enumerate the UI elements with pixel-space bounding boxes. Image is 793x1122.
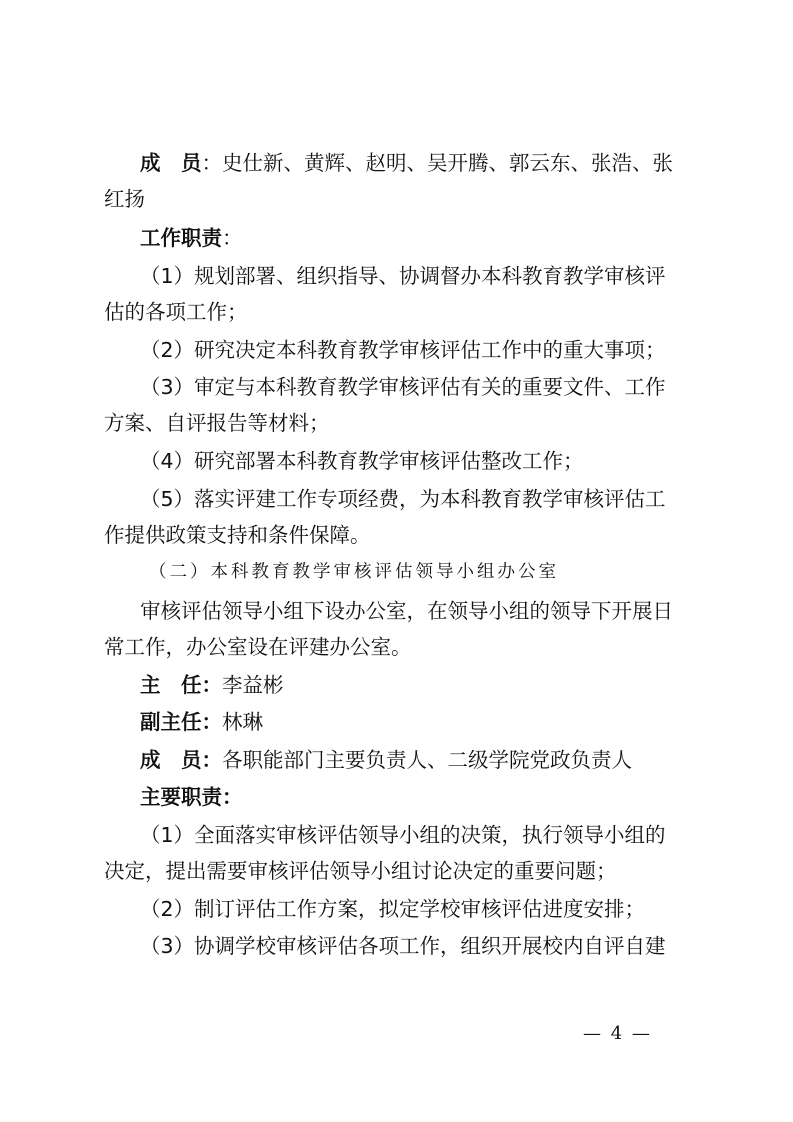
members1-line [140, 148, 793, 178]
deputy-label: 副主任： [140, 710, 222, 734]
duties1-colon: ： [222, 226, 243, 250]
duty1-item-5: （5）落实评建工作专项经费，为本科教育教学审核评估工 [140, 487, 666, 511]
duty1-item-5-cont: 作提供政策支持和条件保障。 [104, 523, 371, 547]
duty1-item-1-cont: 估的各项工作； [104, 300, 248, 324]
duties1-heading: 工作职责 [140, 226, 222, 250]
duty1-item-1: （1）规划部署、组织指导、协调督办本科教育教学审核评 [140, 264, 666, 288]
deputy-line [140, 707, 793, 737]
members2-label: 成 员： [140, 748, 222, 772]
duty1-item-3-cont: 方案、自评报告等材料； [104, 411, 330, 435]
duty2-item-1: （1）全面落实审核评估领导小组的决策，执行领导小组的 [140, 823, 666, 847]
duty2-item-2: （2）制订评估工作方案，拟定学校审核评估进度安排； [140, 897, 646, 921]
deputy-value: 林琳 [222, 710, 263, 734]
members1-colon: ： [201, 151, 222, 175]
director-label: 主 任： [140, 673, 222, 697]
duty1-item-3: （3）审定与本科教育教学审核评估有关的重要文件、工作 [140, 375, 666, 399]
section2-intro-cont: 常工作，办公室设在评建办公室。 [104, 635, 412, 659]
members2-line [140, 745, 793, 775]
director-value: 李益彬 [222, 673, 284, 697]
duty1-item-4: （4）研究部署本科教育教学审核评估整改工作； [140, 449, 584, 473]
duty1-item-2: （2）研究决定本科教育教学审核评估工作中的重大事项； [140, 338, 666, 362]
duties2-heading: 主要职责： [140, 785, 243, 809]
members2-value: 各职能部门主要负责人、二级学院党政负责人 [222, 748, 632, 772]
section2-title: （二）本科教育教学审核评估领导小组办公室 [149, 562, 559, 582]
members1-names-cont: 红扬 [104, 187, 145, 211]
duty2-item-3: （3）协调学校审核评估各项工作，组织开展校内自评自建 [140, 934, 666, 958]
page-number: — 4 — [583, 1023, 652, 1044]
duty2-item-1-cont: 决定，提出需要审核评估领导小组讨论决定的重要问题； [104, 859, 617, 883]
members1-names: 史仕新、黄辉、赵明、吴开腾、郭云东、张浩、张 [222, 151, 673, 175]
director-line [140, 670, 793, 700]
section2-intro: 审核评估领导小组下设办公室，在领导小组的领导下开展日 [140, 599, 673, 623]
duties1-heading-line [140, 223, 793, 253]
members1-label: 成 员 [140, 151, 202, 175]
